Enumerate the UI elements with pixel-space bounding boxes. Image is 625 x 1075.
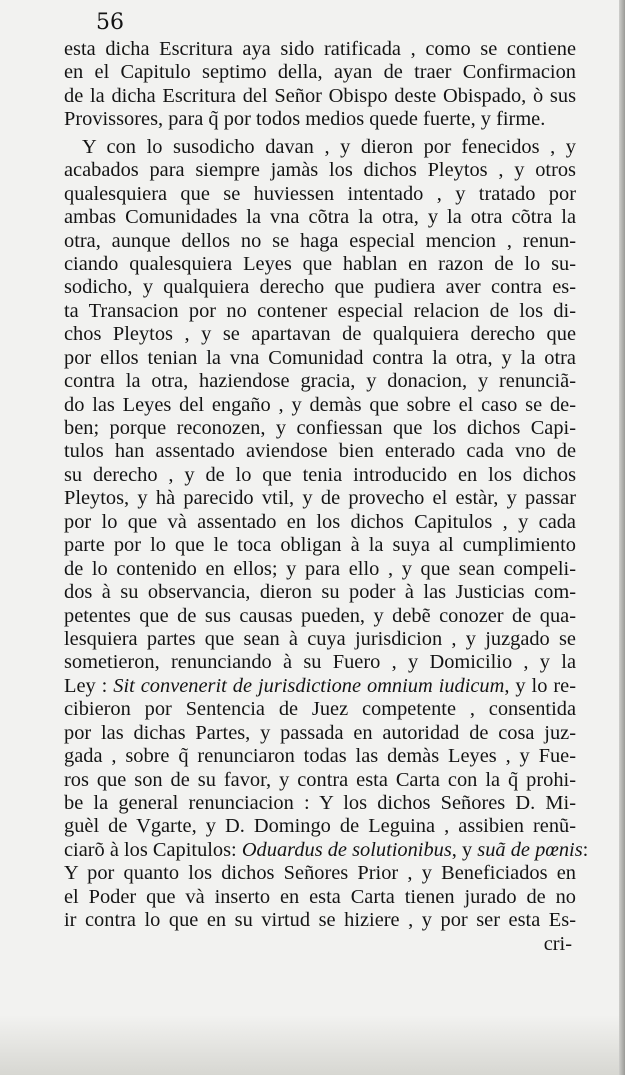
text-line: tulos han assentado aviendose bien enterado cada vno de <box>64 440 576 463</box>
text-line: Provissores, para q̃ por todos medios quede fuerte, y firme. <box>64 108 546 131</box>
text-line: sometieron, renunciando à su Fuero , y Domicilio , y la <box>64 651 576 674</box>
text-line: acabados para siempre jamàs los dichos Pleytos , y otros <box>64 159 576 182</box>
text-line: lesquiera partes que sean à cuya jurisdicion , y juzgado se <box>64 627 576 650</box>
text-line: por las dichas Partes, y passada en autoridad de cosa juz- <box>64 721 576 744</box>
text-line: ciarõ à los Capitulos: Oduardus de solutionibus, y suã de pœnis: <box>64 838 589 861</box>
text-line: ben; porque reconozen, y confiessan que los dichos Capi- <box>64 417 576 439</box>
text-line: Pleytos, y hà parecido vtil, y de provecho el estàr, y passar <box>64 487 576 510</box>
text-line: cibieron por Sentencia de Juez competente , consentida <box>64 698 576 721</box>
text-line: de la dicha Escritura del Señor Obispo deste Obispado, ò sus <box>64 84 576 107</box>
text-line: contra la otra, haziendose gracia, y donacion, y renunciã- <box>64 370 576 393</box>
text-line: ros que son de su favor, y contra esta Carta con la q̃ prohi- <box>64 768 576 791</box>
text-line: Ley : Sit convenerit de jurisdictione omnium iudicum, y lo re- <box>64 674 577 697</box>
text-line: qualesquiera que se huviessen intentado , y tratado por <box>64 182 576 205</box>
text-line: por lo que và assentado en los dichos Capitulos , y cada <box>64 510 576 533</box>
paragraph-1 <box>64 38 576 132</box>
text-line: gada , sobre q̃ renunciaron todas las demàs Leyes , y Fue- <box>64 745 576 768</box>
text-line: su derecho , y de lo que tenia introducido en los dichos <box>64 463 576 486</box>
text-line: ta Transacion por no contener especial relacion de los di- <box>64 299 576 322</box>
text-line: sodicho, y qualquiera derecho que pudiera aver contra es- <box>64 276 576 299</box>
text-line: petentes que de sus causas pueden, y debẽ conozer de qua- <box>64 604 576 627</box>
body-text <box>64 38 589 956</box>
text-line: guèl de Vgarte, y D. Domingo de Leguina , assibien renũ- <box>64 815 576 838</box>
catchword: cri- <box>543 932 572 955</box>
text-line: do las Leyes del engaño , y demàs que sobre el caso se de- <box>64 393 576 416</box>
text-line: el Poder que và inserto en esta Carta tienen jurado de no <box>64 885 576 908</box>
text-line: ir contra lo que en su virtud se hiziere , y por ser esta Es- <box>64 909 576 932</box>
text-line: be la general renunciacion : Y los dichos Señores D. Mi- <box>64 792 576 814</box>
text-line: de lo contenido en ellos; y para ello , y que sean compeli- <box>64 557 576 580</box>
text-line: en el Capitulo septimo della, ayan de traer Confirmacion <box>64 61 576 84</box>
text-line: por ellos tenian la vna Comunidad contra la otra, y la otra <box>64 346 576 369</box>
text-line: Y con lo susodicho davan , y dieron por fenecidos , y <box>82 135 576 158</box>
text-line: otra, aunque dellos no se haga especial mencion , renun- <box>64 229 576 252</box>
text-line: chos Pleytos , y se apartavan de qualquiera derecho que <box>64 323 576 346</box>
text-line: ambas Comunidades la vna cõtra la otra, y la otra cõtra la <box>64 206 576 229</box>
page-edge <box>619 0 625 1075</box>
text-line: Y por quanto los dichos Señores Prior , y Beneficiados en <box>64 862 576 885</box>
text-line: dos à su observancia, dieron su poder à las Justicias com- <box>64 581 576 604</box>
paragraph-2 <box>64 135 589 933</box>
page-shadow <box>0 1015 625 1075</box>
text-line: esta dicha Escritura aya sido ratificada , como se contiene <box>64 38 576 60</box>
page-number: 56 <box>96 10 124 35</box>
text-line: ciando qualesquiera Leyes que hablan en razon de lo su- <box>64 252 576 275</box>
text-line: parte por lo que le toca obligan à la suya al cumplimiento <box>64 534 576 557</box>
